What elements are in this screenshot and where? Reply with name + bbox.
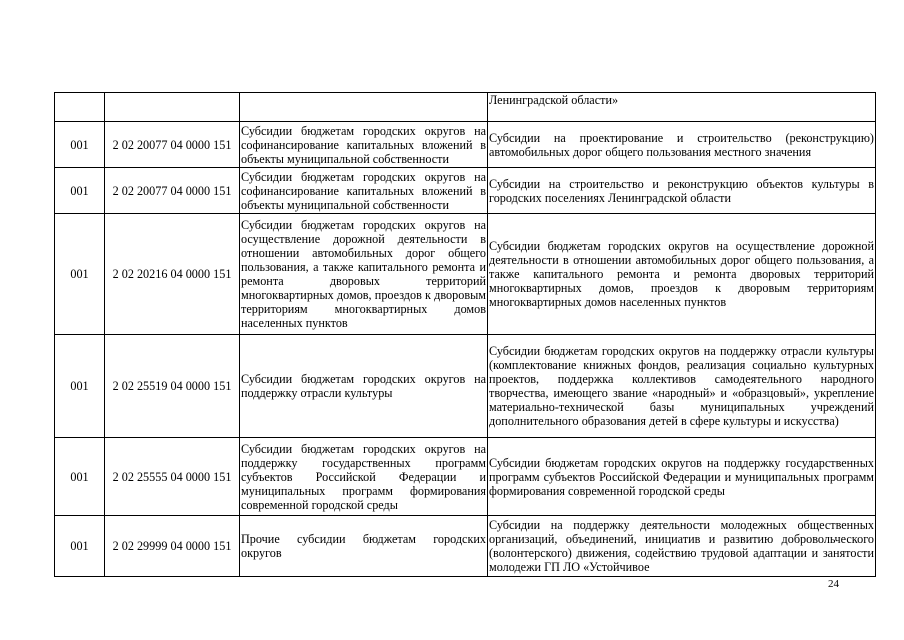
table-row (55, 93, 876, 122)
revenue-description-cell: Субсидии на поддержку деятельности молодежных общественных организаций, объединений, инициатив и развитию добровольческого (волонтерского) движения, содействию трудовой адаптации и занятости молодежи ГП ЛО «Устойчивое (488, 516, 876, 577)
table-row (55, 122, 876, 168)
admin-code-cell: 001 (55, 516, 105, 577)
admin-code-cell: 001 (55, 335, 105, 438)
admin-code-cell: 001 (55, 122, 105, 168)
admin-code-cell: 001 (55, 168, 105, 214)
budget-revenue-table (54, 92, 876, 577)
table-row (55, 438, 876, 516)
table-row (55, 168, 876, 214)
table-row (55, 516, 876, 577)
revenue-name-cell: Субсидии бюджетам городских округов на софинансирование капитальных вложений в объекты муниципальной собственности (241, 123, 486, 166)
budget-code-cell: 2 02 29999 04 0000 151 (105, 516, 240, 577)
revenue-description-cell: Субсидии бюджетам городских округов на поддержку государственных программ субъектов Российской Федерации и муниципальных программ формирования современной городской среды (488, 438, 876, 516)
revenue-description-cell: Субсидии бюджетам городских округов на поддержку отрасли культуры (комплектование книжных фондов, реализация социально культурных проектов, поддержка коллективов самодеятельного народного творчества, имеющего звание «народный» и «образцовый», укрепление материально-технической базы муниципальных учреждений дополнительного образования детей в сфере культуры и искусства) (488, 335, 876, 438)
revenue-description-cell: Субсидии бюджетам городских округов на осуществление дорожной деятельности в отношении автомобильных дорог общего пользования, а также капитального ремонта и ремонта дворовых территорий многоквартирных домов, проездов к дворовым территориям многоквартирных домов населенных пунктов (488, 214, 876, 335)
revenue-name-cell: Субсидии бюджетам городских округов на осуществление дорожной деятельности в отношении автомобильных дорог общего пользования, а также капитального ремонта и ремонта дворовых территорий многоквартирных домов, проездов к дворовым территориям многоквартирных домов населенных пунктов (240, 214, 488, 335)
page-number: 24 (828, 578, 839, 590)
budget-code-cell: 2 02 25519 04 0000 151 (105, 335, 240, 438)
revenue-name-cell: Субсидии бюджетам городских округов на софинансирование капитальных вложений в объекты муниципальной собственности (241, 169, 486, 212)
revenue-name-cell (240, 93, 488, 122)
revenue-name-cell: Субсидии бюджетам городских округов на поддержку государственных программ субъектов Российской Федерации и муниципальных программ формирования современной городской среды (240, 438, 488, 516)
admin-code-cell: 001 (55, 214, 105, 335)
budget-code-cell: 2 02 20077 04 0000 151 (105, 122, 240, 168)
revenue-description-cell: Ленинградской области» (488, 93, 876, 122)
table-row (55, 335, 876, 438)
admin-code-cell: 001 (55, 438, 105, 516)
revenue-name-cell: Субсидии бюджетам городских округов на поддержку отрасли культуры (240, 335, 488, 438)
budget-code-cell (105, 93, 240, 122)
budget-code-cell: 2 02 20216 04 0000 151 (105, 214, 240, 335)
admin-code-cell (55, 93, 105, 122)
table-row (55, 214, 876, 335)
revenue-description-cell: Субсидии на проектирование и строительство (реконструкцию) автомобильных дорог общего пользования местного значения (488, 122, 876, 168)
budget-code-cell: 2 02 25555 04 0000 151 (105, 438, 240, 516)
revenue-name-cell: Прочие субсидии бюджетам городских округов (240, 516, 488, 577)
budget-code-cell: 2 02 20077 04 0000 151 (105, 168, 240, 214)
revenue-description-cell: Субсидии на строительство и реконструкцию объектов культуры в городских поселениях Ленинградской области (488, 168, 876, 214)
